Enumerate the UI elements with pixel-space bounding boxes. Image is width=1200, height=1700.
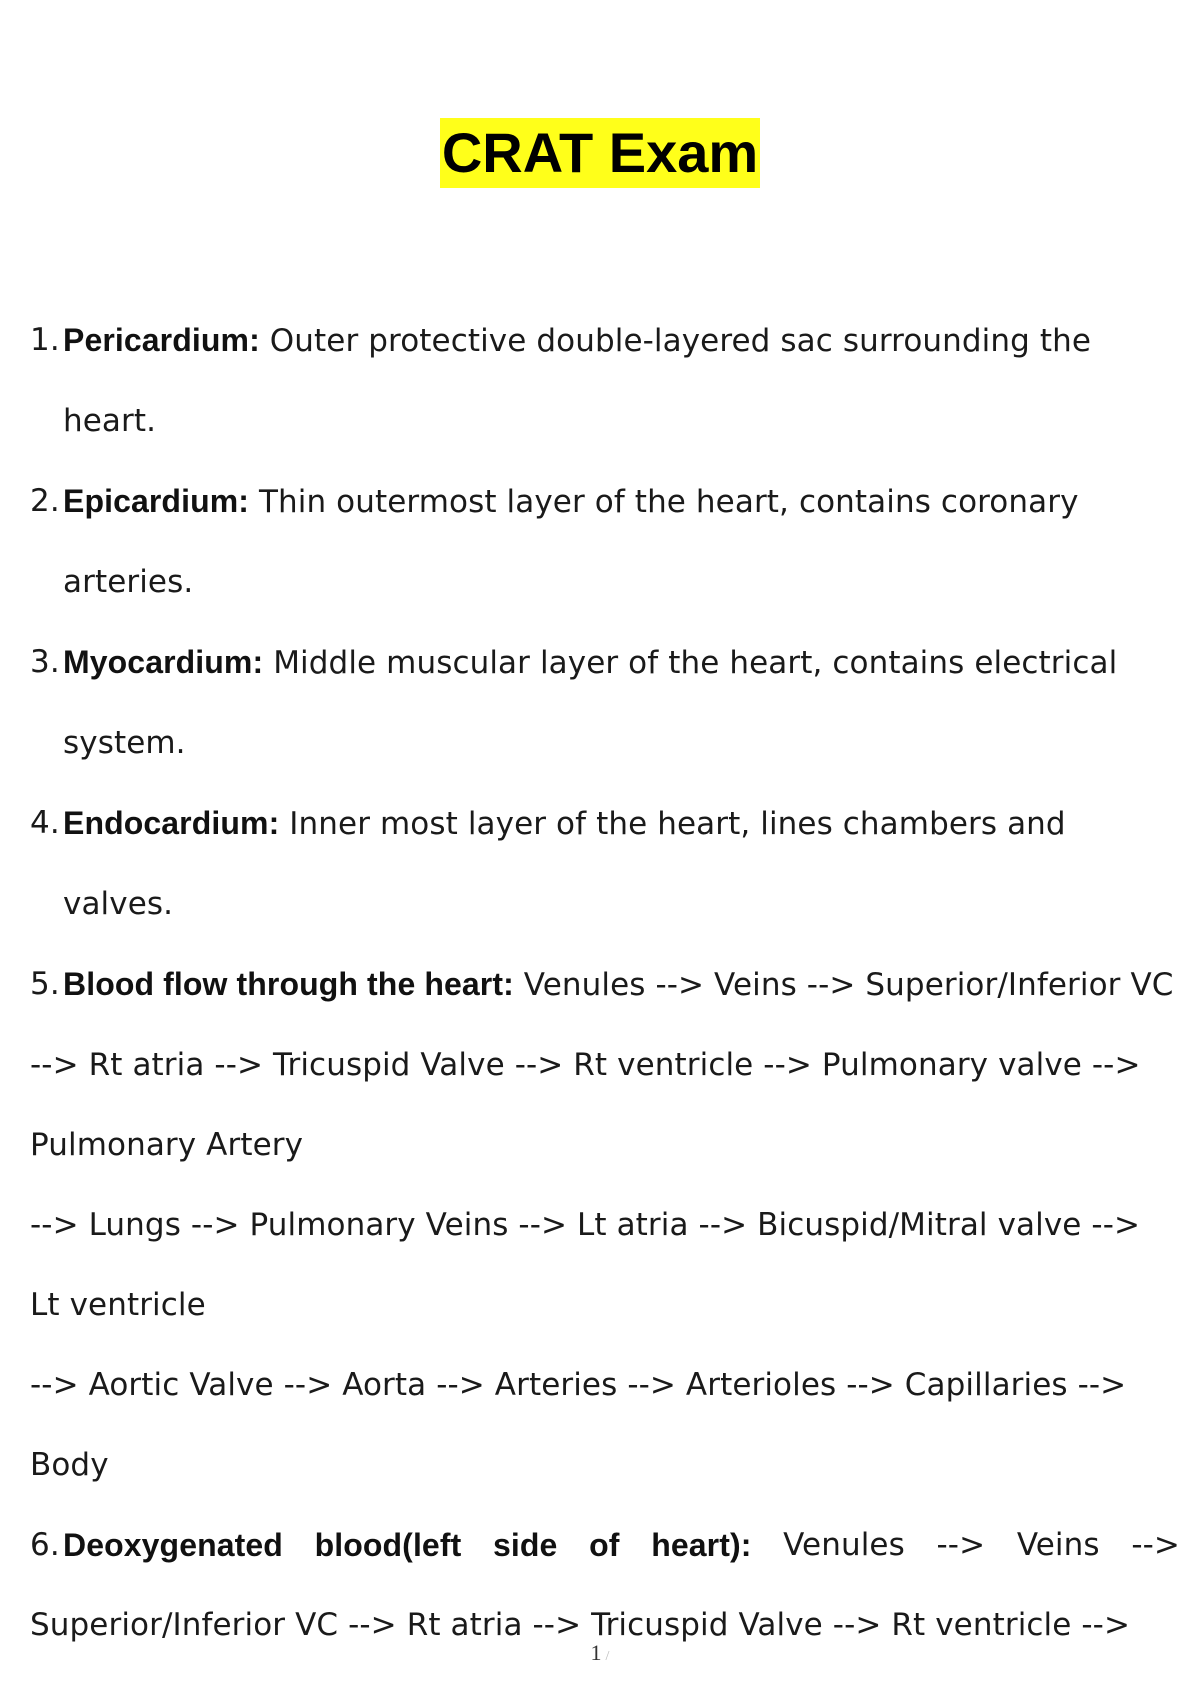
item-definition-word: Veins [1016, 1527, 1100, 1563]
list-item [30, 944, 1180, 1025]
item-term-word: of [589, 1527, 620, 1563]
item-definition-word: --> [1131, 1527, 1180, 1563]
item-line: heart. [63, 403, 157, 439]
list-item [30, 300, 1180, 461]
item-term-word: side [493, 1527, 558, 1563]
item-definition: Inner most layer of the heart, lines chambers and valves. [63, 806, 1066, 922]
title-container [0, 118, 1200, 188]
flow-line: Lt ventricle [30, 1287, 206, 1323]
item-term: Endocardium: [63, 805, 280, 841]
item-definition: Outer protective double-layered sac surrounding the [259, 323, 1092, 359]
flow-line: --> Aortic Valve --> Aorta --> Arteries --> Arterioles --> Capillaries --> [30, 1367, 1127, 1403]
flow-line: --> Rt atria --> Tricuspid Valve --> Rt ventricle --> Pulmonary valve --> [30, 1047, 1141, 1083]
item-definition: Middle muscular layer of the heart, contains electrical [263, 645, 1118, 681]
item-number: 6. [30, 1527, 60, 1563]
item-definition-word: Venules [783, 1527, 905, 1563]
document-body [30, 300, 1180, 1665]
list-item [30, 461, 1180, 622]
item-term-word: blood(left [314, 1527, 462, 1563]
item-number: 3. [30, 644, 60, 680]
item-body [63, 300, 1180, 461]
item-line: arteries. [63, 564, 194, 600]
item-definition: Venules --> Veins --> Superior/Inferior VC [513, 967, 1174, 1003]
item-number: 4. [30, 805, 60, 841]
item-number: 2. [30, 483, 60, 519]
item-line [63, 461, 1180, 542]
flow-line: Superior/Inferior VC --> Rt atria --> Tricuspid Valve --> Rt ventricle --> [30, 1607, 1131, 1643]
item-term: Pericardium: [63, 322, 260, 358]
list-item [30, 783, 1180, 944]
item-line: system. [63, 725, 186, 761]
item-number: 5. [30, 966, 60, 1002]
list-item [30, 622, 1180, 783]
item-line [63, 944, 1180, 1025]
item-body [63, 622, 1180, 783]
item-term-word: Deoxygenated [63, 1527, 283, 1563]
document-title: CRAT Exam [440, 118, 760, 188]
item-term-word: heart): [651, 1527, 752, 1563]
page-number-value: 1 [590, 1640, 602, 1665]
item-definition: Thin outermost layer of the heart, contains coronary [249, 484, 1079, 520]
item-definition-word: --> [936, 1527, 986, 1563]
item-body [63, 783, 1180, 944]
item-number: 1. [30, 322, 60, 358]
flow-line: Body [30, 1447, 109, 1483]
page-separator: / [605, 1649, 610, 1664]
item-body [63, 944, 1180, 1025]
page-number [0, 1640, 1200, 1666]
item-line [63, 783, 1180, 944]
item-term: Blood flow through the heart: [63, 966, 514, 1002]
item-line [63, 300, 1180, 381]
item-line [63, 622, 1180, 703]
item-line-justified [63, 1505, 1180, 1585]
item-body [63, 461, 1180, 622]
item-term: Epicardium: [63, 483, 250, 519]
flow-line: --> Lungs --> Pulmonary Veins --> Lt atria --> Bicuspid/Mitral valve --> [30, 1207, 1141, 1243]
item-term: Myocardium: [63, 644, 264, 680]
list-item [30, 1505, 1180, 1585]
flow-line: Pulmonary Artery [30, 1127, 304, 1163]
